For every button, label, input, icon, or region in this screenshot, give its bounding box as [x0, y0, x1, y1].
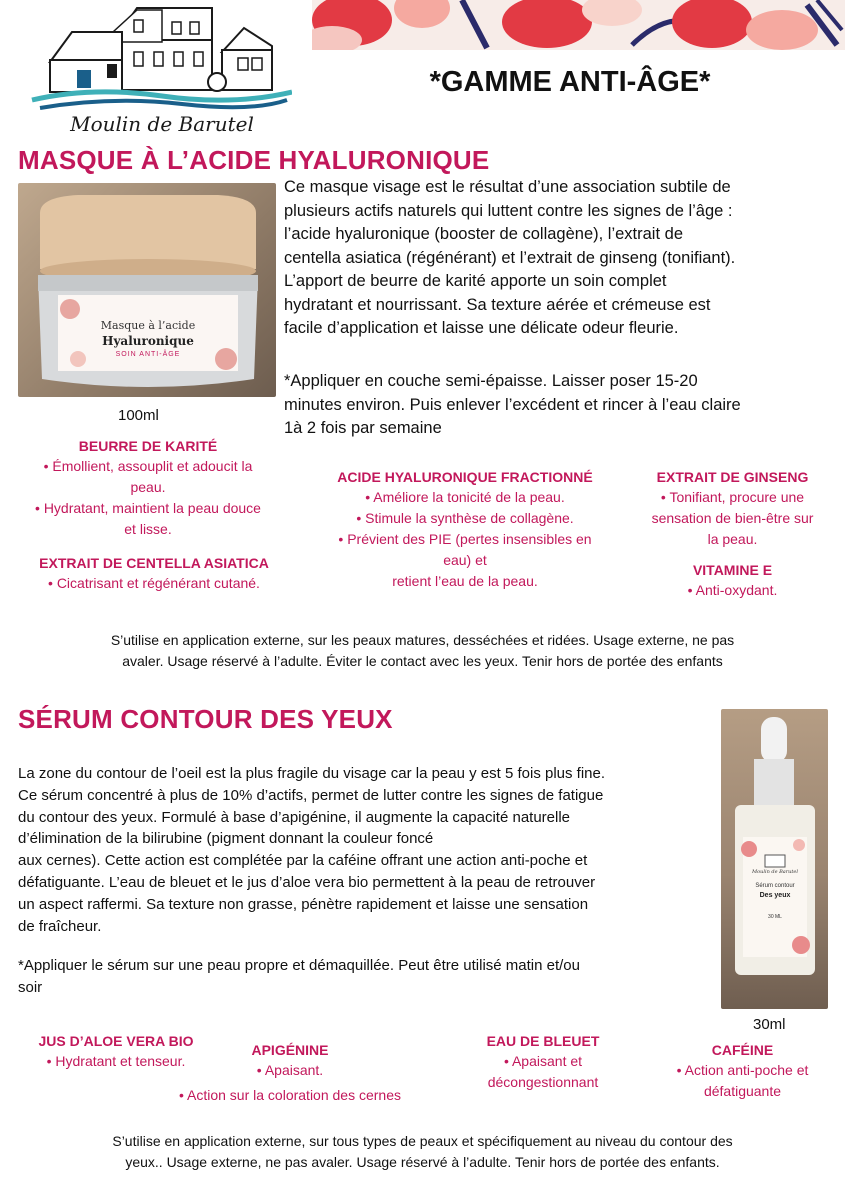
- ingredient-line: défatiguante: [703, 1083, 782, 1099]
- ingredient-cafeine: [645, 1042, 840, 1102]
- ingredient-title: BEURRE DE KARITÉ: [78, 438, 218, 454]
- serum-volume: 30ml: [753, 1016, 786, 1033]
- text-line: Ce masque visage est le résultat d’une association subtile de: [284, 178, 731, 196]
- ingredient-bleuet: [463, 1033, 623, 1093]
- ingredient-line: et lisse.: [124, 521, 172, 537]
- text-line: hydratant et nourrissant. Sa texture aérée et crémeuse est: [284, 295, 711, 314]
- jar-label-line2: Hyaluronique: [102, 334, 194, 348]
- ingredient-line: retient l’eau de la peau.: [392, 573, 538, 589]
- ingredient-line: • Hydratant, maintient la peau douce: [35, 500, 261, 516]
- text-line: plusieurs actifs naturels qui luttent contre les signes de l’âge :: [284, 201, 733, 220]
- ingredient-title: VITAMINE E: [692, 562, 773, 578]
- ingredient-line: • Cicatrisant et régénérant cutané.: [48, 575, 260, 591]
- ingredient-line: • Prévient des PIE (pertes insensibles en: [338, 531, 592, 547]
- masque-title: MASQUE À L’ACIDE HYALURONIQUE: [18, 145, 490, 175]
- text-line: La zone du contour de l’oeil est la plus fragile du visage car la peau y est 5 fois plus fine.: [18, 765, 606, 782]
- text-line: un aspect raffermi. Sa texture non grasse, pénètre rapidement et laisse une sensation: [18, 895, 589, 913]
- text-line: *Appliquer le sérum sur une peau propre et démaquillée. Peut être utilisé matin et/ou: [18, 957, 580, 974]
- jar-label-line3: SOIN ANTI-ÂGE: [115, 351, 181, 358]
- ingredient-title: JUS D’ALOE VERA BIO: [38, 1033, 194, 1049]
- ingredient-line: • Action anti-poche et: [676, 1062, 809, 1078]
- bottle-line1: Sérum contour: [755, 883, 795, 889]
- serum-footnote: [10, 1131, 835, 1172]
- text-line: de fraîcheur.: [18, 917, 102, 935]
- serum-usage: [18, 955, 723, 999]
- text-line: L’apport de beurre de karité apporte un soin complet: [284, 272, 667, 290]
- ingredient-title: CAFÉINE: [711, 1042, 774, 1058]
- ingredient-line: sensation de bien-être sur: [651, 510, 814, 526]
- ingredient-line: • Apaisant et: [503, 1053, 583, 1069]
- ingredient-title: EXTRAIT DE CENTELLA ASIATICA: [39, 555, 269, 571]
- text-line: Ce sérum concentré à plus de 10% d’actifs, permet de lutter contre les signes de fatigue: [18, 786, 604, 804]
- serum-description: [18, 763, 723, 937]
- ingredient-ginseng: [620, 469, 845, 550]
- ingredient-line: • Émollient, assouplit et adoucit la: [43, 458, 253, 474]
- ingredient-centella: [6, 555, 302, 594]
- ingredient-vitamine-e: [620, 562, 845, 601]
- ingredient-line: la peau.: [707, 531, 758, 547]
- brand-logo: [22, 0, 292, 140]
- page-title: *GAMME ANTI-ÂGE*: [429, 66, 711, 98]
- text-line: facile d’application et laisse une délicate odeur fleurie.: [284, 319, 679, 337]
- text-line: 1à 2 fois par semaine: [284, 419, 442, 437]
- ingredient-title: EXTRAIT DE GINSENG: [656, 469, 809, 485]
- jar-label-line1: Masque à l’acide: [100, 319, 196, 332]
- mill-house-icon: [22, 0, 292, 118]
- ingredient-apigenine: [140, 1042, 440, 1106]
- text-line: S’utilise en application externe, sur tous types de peaux et spécifiquement au niveau du contour des: [112, 1133, 733, 1149]
- text-line: aux cernes). Cette action est complétée par la caféine offrant une action anti-poche et: [18, 852, 588, 870]
- text-line: S’utilise en application externe, sur les peaux matures, desséchées et ridées. Usage externe, ne pas: [110, 632, 735, 648]
- ingredient-line: • Stimule la synthèse de collagène.: [356, 510, 574, 526]
- ingredient-line: • Améliore la tonicité de la peau.: [365, 489, 565, 505]
- ingredient-hyaluronique: [306, 469, 624, 592]
- ingredient-line: • Apaisant.: [256, 1062, 324, 1078]
- text-line: l’acide hyaluronique (booster de collagène), l’extrait de: [284, 225, 683, 243]
- text-line: avaler. Usage réservé à l’adulte. Éviter le contact avec les yeux. Tenir hors de portée des enfants: [122, 652, 723, 669]
- text-line: minutes environ. Puis enlever l’excédent et rincer à l’eau claire: [284, 395, 741, 414]
- ingredient-title: APIGÉNINE: [251, 1042, 329, 1058]
- masque-usage: [284, 370, 844, 441]
- ingredient-line: eau) et: [443, 552, 487, 568]
- masque-footnote: [10, 630, 835, 671]
- serum-product-photo: [721, 709, 828, 1009]
- text-line: d’élimination de la bilirubine (pigment donnant la couleur foncé: [18, 830, 434, 848]
- text-line: soir: [18, 978, 43, 996]
- ingredient-line: peau.: [130, 479, 166, 495]
- bottle-line2: Des yeux: [759, 892, 791, 899]
- ingredient-karite: [0, 438, 296, 540]
- bottom-decoration: [310, 1193, 730, 1200]
- bottle-line3: 30 ML: [768, 914, 782, 920]
- serum-title: SÉRUM CONTOUR DES YEUX: [18, 704, 393, 734]
- masque-description: [284, 176, 844, 341]
- text-line: du contour des yeux. Formulé à base d’apigénine, il augmente la capacité naturelle: [18, 808, 571, 826]
- ingredient-line: • Anti-oxydant.: [687, 582, 778, 598]
- ingredient-line: décongestionnant: [487, 1074, 599, 1090]
- ingredient-title: EAU DE BLEUET: [486, 1033, 600, 1049]
- ingredient-line: • Tonifiant, procure une: [660, 489, 805, 505]
- ingredient-line: • Hydratant et tenseur.: [46, 1053, 186, 1069]
- text-line: *Appliquer en couche semi-épaisse. Laisser poser 15-20: [284, 372, 698, 390]
- text-line: centella asiatica (régénérant) et l’extrait de ginseng (tonifiant).: [284, 248, 736, 267]
- brand-name: Moulin de Barutel: [70, 112, 254, 136]
- bottle-brand: Moulin de Barutel: [752, 869, 798, 875]
- ingredient-line: • Action sur la coloration des cernes: [178, 1087, 402, 1103]
- masque-product-photo: [18, 183, 276, 397]
- floral-banner: [312, 0, 845, 50]
- text-line: défatiguante. L’eau de bleuet et le jus d’aloe vera bio permettent à la peau de retrouver: [18, 873, 596, 891]
- masque-volume: 100ml: [118, 407, 159, 424]
- ingredient-title: ACIDE HYALURONIQUE FRACTIONNÉ: [337, 469, 593, 485]
- text-line: yeux.. Usage externe, ne pas avaler. Usage réservé à l’adulte. Tenir hors de portée des enfants.: [125, 1153, 720, 1170]
